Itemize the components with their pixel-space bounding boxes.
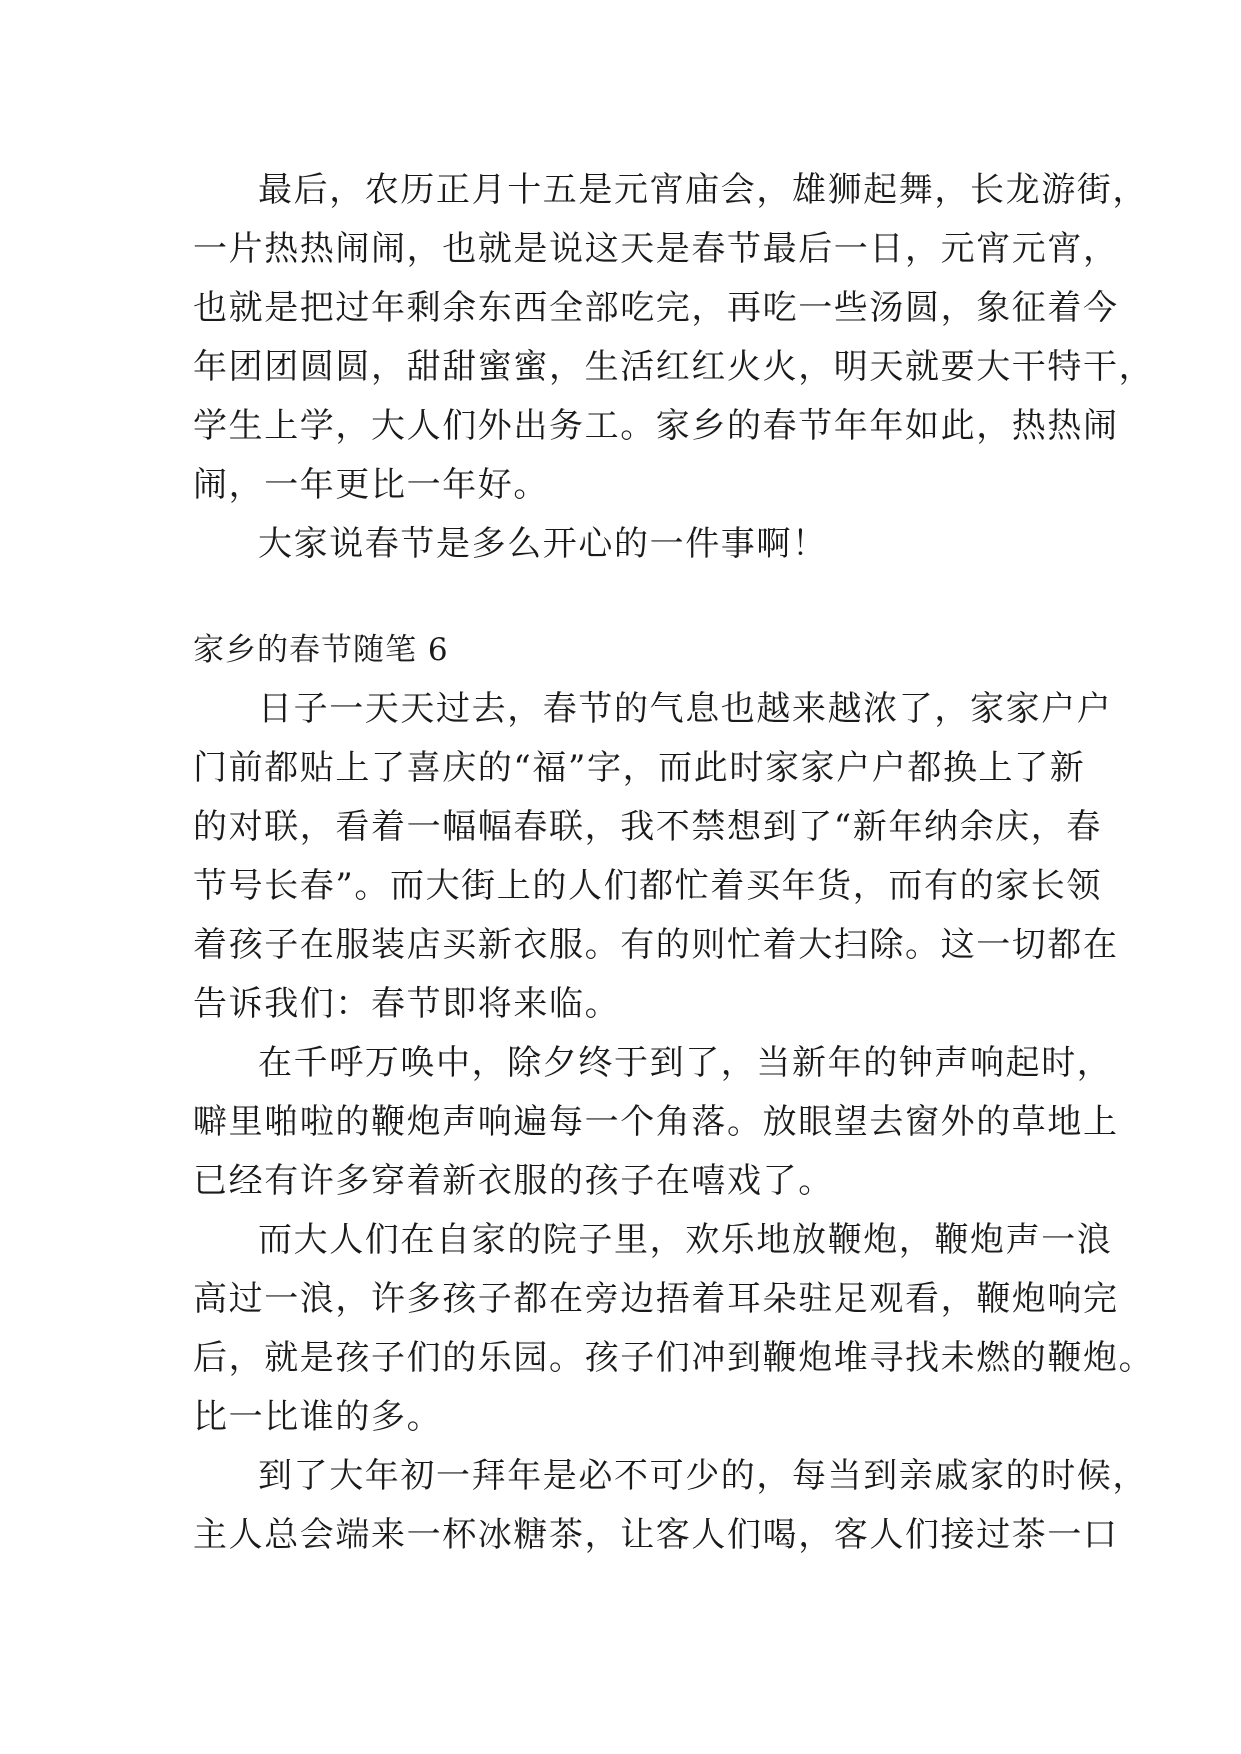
paragraph-line: 在千呼万唤中，除夕终于到了，当新年的钟声响起时， <box>258 1043 1113 1083</box>
paragraph-line: 一片热热闹闹，也就是说这天是春节最后一日，元宵元宵， <box>193 229 1119 269</box>
paragraph-line: 噼里啪啦的鞭炮声响遍每一个角落。放眼望去窗外的草地上 <box>193 1102 1119 1142</box>
paragraph-line: 闹，一年更比一年好。 <box>193 465 549 505</box>
paragraph-line: 的对联，看着一幅幅春联，我不禁想到了“新年纳余庆，春 <box>193 807 1102 847</box>
paragraph-line: 日子一天天过去，春节的气息也越来越浓了，家家户户 <box>258 689 1113 729</box>
paragraph-line: 后，就是孩子们的乐园。孩子们冲到鞭炮堆寻找未燃的鞭炮。 <box>193 1338 1155 1378</box>
paragraph-line: 主人总会端来一杯冰糖茶，让客人们喝，客人们接过茶一口 <box>193 1515 1119 1555</box>
paragraph-line: 门前都贴上了喜庆的“福”字，而此时家家户户都换上了新 <box>193 748 1086 788</box>
paragraph-line: 大家说春节是多么开心的一件事啊！ <box>258 524 828 564</box>
paragraph-line: 学生上学，大人们外出务工。家乡的春节年年如此，热热闹 <box>193 406 1119 446</box>
paragraph-line: 高过一浪，许多孩子都在旁边捂着耳朵驻足观看，鞭炮响完 <box>193 1279 1119 1319</box>
paragraph-line: 也就是把过年剩余东西全部吃完，再吃一些汤圆，象征着今 <box>193 288 1119 328</box>
paragraph-line: 节号长春”。而大街上的人们都忙着买年货，而有的家长领 <box>193 866 1102 906</box>
paragraph-line: 告诉我们：春节即将来临。 <box>193 984 621 1024</box>
paragraph-line: 而大人们在自家的院子里，欢乐地放鞭炮，鞭炮声一浪 <box>258 1220 1113 1260</box>
section-heading: 家乡的春节随笔 6 <box>193 632 449 668</box>
paragraph-line: 年团团圆圆，甜甜蜜蜜，生活红红火火，明天就要大干特干， <box>193 347 1155 387</box>
paragraph-line: 比一比谁的多。 <box>193 1397 443 1437</box>
paragraph-line: 到了大年初一拜年是必不可少的，每当到亲戚家的时候， <box>258 1456 1148 1496</box>
paragraph-line: 最后，农历正月十五是元宵庙会，雄狮起舞，长龙游街， <box>258 170 1148 210</box>
paragraph-line: 着孩子在服装店买新衣服。有的则忙着大扫除。这一切都在 <box>193 925 1119 965</box>
paragraph-line: 已经有许多穿着新衣服的孩子在嘻戏了。 <box>193 1161 834 1201</box>
